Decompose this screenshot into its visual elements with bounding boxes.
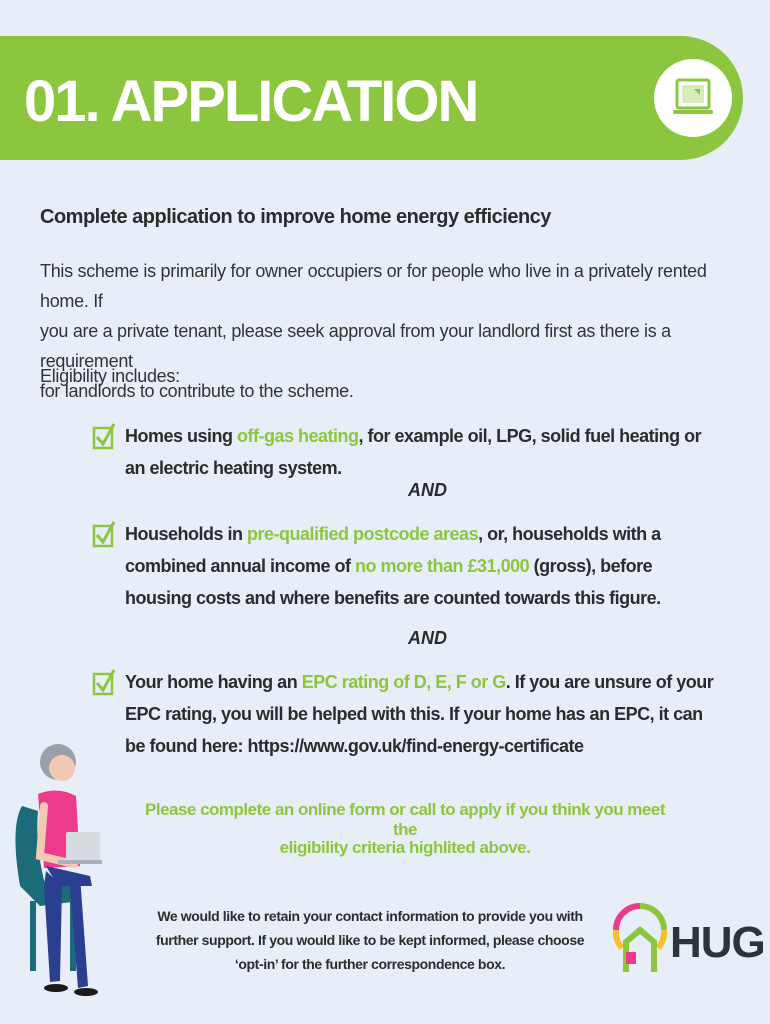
cta-line: Please complete an online form or call to apply if you think you meet the bbox=[144, 800, 665, 839]
retain-line: ‘opt-in’ for the further correspondence box. bbox=[234, 956, 506, 972]
criterion-highlight: EPC rating of D, E, F or G bbox=[301, 672, 506, 692]
criterion-text-part: Homes using bbox=[125, 426, 238, 446]
and-separator: AND bbox=[408, 628, 447, 648]
eligibility-label: Eligibility includes: bbox=[40, 366, 180, 386]
header-banner bbox=[0, 36, 743, 160]
intro-line: This scheme is primarily for owner occupiers or for people who live in a privately rented home. If bbox=[40, 261, 707, 311]
retain-line: We would like to retain your contact information to provide you with bbox=[157, 908, 583, 924]
criterion-postcode-income bbox=[92, 518, 722, 614]
criterion-text bbox=[125, 518, 722, 614]
criterion-highlight: off-gas heating bbox=[237, 426, 359, 446]
criterion-text-part: (gross), before housing costs and where benefits are counted towards this figure. bbox=[125, 556, 661, 608]
criterion-epc-rating bbox=[92, 666, 722, 762]
checkbox-checked-icon bbox=[92, 422, 116, 450]
checkbox-checked-icon bbox=[92, 520, 116, 548]
and-separator: AND bbox=[408, 480, 447, 500]
retain-line: further support. If you would like to be kept informed, please choose bbox=[155, 932, 585, 948]
intro-line: you are a private tenant, please seek approval from your landlord first as there is a requirement bbox=[40, 321, 671, 371]
hug-logo-text: HUG bbox=[670, 918, 765, 967]
criterion-text-part: . If you are unsure of your EPC rating, you will be helped with this. If your home has an EPC, it can be found here: https://www.gov.uk/find-energy-certificate bbox=[125, 672, 714, 756]
criterion-text-part: , for example oil, LPG, solid fuel heating or an electric heating system. bbox=[125, 426, 702, 478]
section-heading: Complete application to improve home energy efficiency bbox=[40, 206, 551, 228]
hug-house-logo-icon bbox=[612, 902, 668, 976]
criterion-off-gas bbox=[92, 420, 722, 484]
criterion-text bbox=[125, 666, 722, 762]
checkbox-checked-icon bbox=[92, 668, 116, 696]
criterion-text bbox=[125, 420, 722, 484]
cta-line: eligibility criteria highlited above. bbox=[279, 838, 531, 857]
criterion-text-part: Households in bbox=[125, 524, 248, 544]
criterion-text-part: , or, households with a combined annual income of bbox=[125, 524, 661, 576]
intro-line: for landlords to contribute to the scheme. bbox=[40, 381, 354, 401]
laptop-icon bbox=[671, 76, 715, 120]
criterion-highlight: pre-qualified postcode areas bbox=[247, 524, 479, 544]
criterion-text-part: Your home having an bbox=[125, 672, 302, 692]
criterion-highlight: no more than £31,000 bbox=[355, 556, 530, 576]
retain-notice bbox=[150, 904, 590, 976]
page-title: 01. APPLICATION bbox=[24, 69, 478, 134]
person-with-laptop-illustration bbox=[0, 736, 120, 1006]
laptop-icon-badge bbox=[651, 56, 735, 140]
